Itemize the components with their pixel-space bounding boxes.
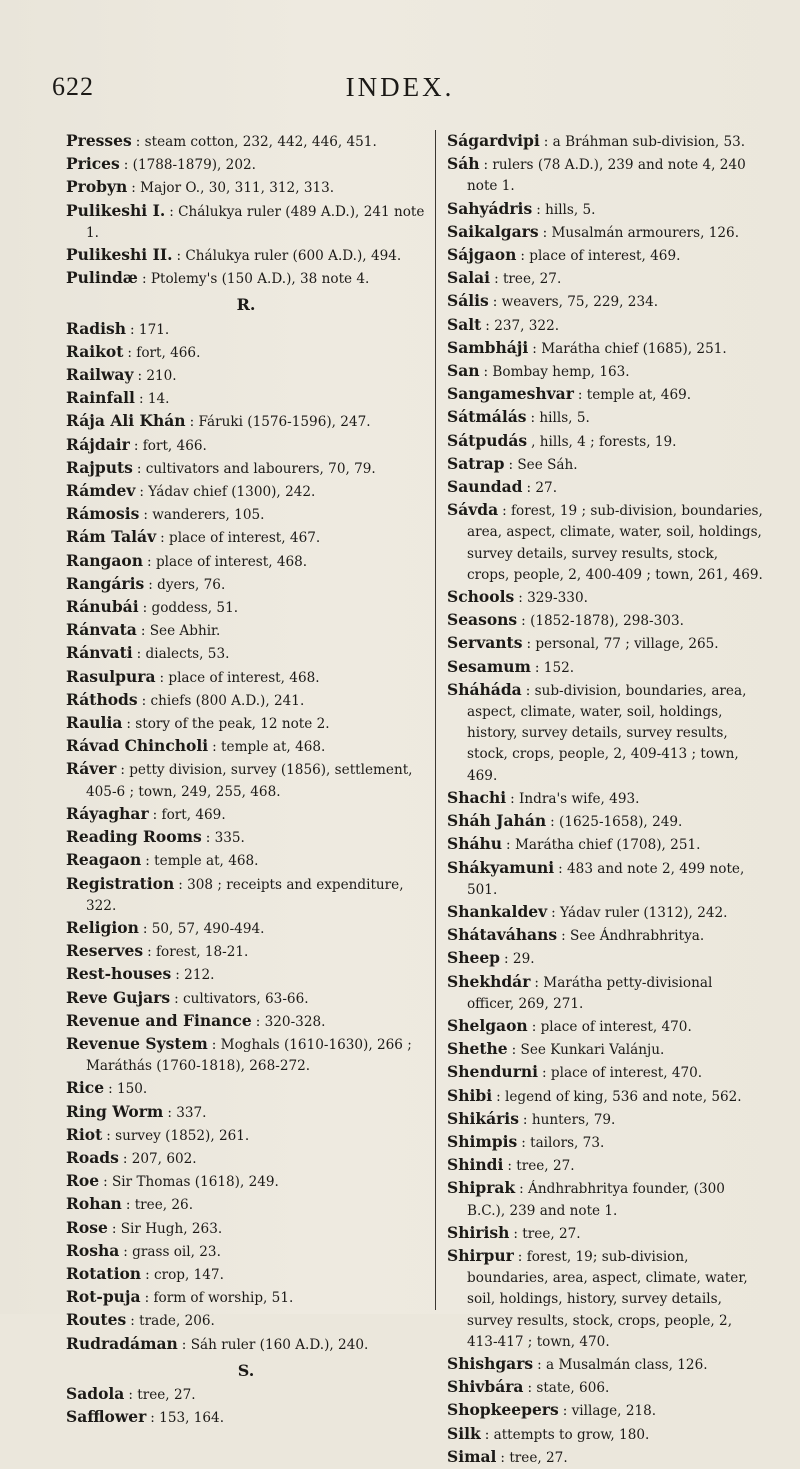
index-references: : (1625-1658), 249. bbox=[550, 814, 683, 831]
index-headword: Shivbára bbox=[447, 1377, 524, 1397]
index-entry bbox=[447, 430, 763, 453]
index-entry bbox=[66, 1193, 426, 1216]
index-entry bbox=[447, 383, 763, 406]
index-headword: Rajputs bbox=[66, 457, 133, 477]
index-headword: Probyn bbox=[66, 177, 128, 197]
index-entry bbox=[66, 1406, 426, 1429]
index-headword: Sátmálás bbox=[447, 407, 527, 427]
index-entry bbox=[447, 1399, 763, 1422]
running-head: INDEX. bbox=[345, 72, 455, 102]
index-headword: Rámdev bbox=[66, 481, 136, 501]
index-headword: Reagaon bbox=[66, 850, 142, 870]
index-headword: Raulia bbox=[66, 713, 123, 733]
index-entry bbox=[447, 1038, 763, 1061]
index-entry bbox=[66, 526, 426, 549]
index-references: : tree, 27. bbox=[513, 1225, 581, 1242]
index-references: : hills, 5. bbox=[530, 410, 590, 427]
index-headword: Routes bbox=[66, 1310, 127, 1330]
index-headword: Seasons bbox=[447, 610, 518, 630]
index-headword: Rangáris bbox=[66, 573, 145, 593]
index-entry bbox=[447, 1131, 763, 1154]
index-references: : 27. bbox=[526, 480, 558, 497]
index-entry bbox=[66, 826, 426, 849]
index-references: : 210. bbox=[137, 368, 177, 385]
index-entry bbox=[66, 735, 426, 758]
index-entry bbox=[447, 810, 763, 833]
index-headword: Riot bbox=[66, 1124, 103, 1144]
index-entry bbox=[66, 712, 426, 735]
index-entry bbox=[66, 434, 426, 457]
index-headword: Salt bbox=[447, 314, 482, 334]
index-references: : (1852-1878), 298-303. bbox=[521, 613, 684, 630]
index-entry bbox=[66, 153, 426, 176]
index-entry bbox=[66, 803, 426, 826]
index-entry bbox=[447, 857, 763, 901]
index-references: : 152. bbox=[534, 659, 575, 676]
section-letter: S. bbox=[237, 1360, 255, 1380]
index-references: : 483 and note 2, 499 note, 501. bbox=[467, 860, 745, 898]
index-references: : Sir Thomas (1618), 249. bbox=[103, 1174, 279, 1191]
index-references: : Sáh ruler (160 A.D.), 240. bbox=[181, 1336, 369, 1353]
index-headword: Presses bbox=[66, 131, 132, 150]
index-entry bbox=[66, 963, 426, 986]
index-headword: Rotation bbox=[66, 1263, 142, 1283]
index-headword: Revenue System bbox=[66, 1033, 208, 1053]
index-references: : place of interest, 470. bbox=[542, 1065, 703, 1082]
index-headword: Rudradáman bbox=[66, 1333, 178, 1353]
index-headword: Reve Gujars bbox=[66, 987, 171, 1007]
index-references: : 337. bbox=[167, 1104, 207, 1121]
index-entry bbox=[447, 221, 763, 244]
index-headword: Rot-puja bbox=[66, 1287, 141, 1307]
index-references: : cultivators, 63-66. bbox=[174, 990, 309, 1007]
index-entry bbox=[66, 596, 426, 619]
index-references: : hunters, 79. bbox=[522, 1111, 616, 1128]
index-headword: Shirish bbox=[447, 1222, 510, 1242]
index-references: : legend of king, 536 and note, 562. bbox=[496, 1088, 742, 1105]
index-references: : 153, 164. bbox=[150, 1410, 225, 1427]
index-entry bbox=[66, 940, 426, 963]
index-references: : tree, 27. bbox=[507, 1158, 575, 1175]
index-headword: Simal bbox=[447, 1446, 497, 1466]
index-references: : 50, 57, 490-494. bbox=[142, 920, 265, 937]
index-entry bbox=[447, 1154, 763, 1177]
index-entry bbox=[447, 656, 763, 679]
index-references: : tree, 27. bbox=[500, 1449, 568, 1466]
index-references: : Yádav ruler (1312), 242. bbox=[551, 904, 728, 921]
index-references: : See Sáh. bbox=[508, 456, 578, 473]
index-references: : attempts to grow, 180. bbox=[484, 1426, 650, 1443]
index-references: : Indra's wife, 493. bbox=[510, 790, 640, 807]
index-headword: San bbox=[447, 361, 480, 381]
index-entry bbox=[447, 406, 763, 429]
index-references: : (1788-1879), 202. bbox=[123, 157, 256, 174]
index-headword: Schools bbox=[447, 587, 515, 607]
index-references: : Ándhrabhritya founder, (300 B.C.), 239 and note 1. bbox=[467, 1181, 725, 1219]
index-references: , hills, 4 ; forests, 19. bbox=[531, 433, 677, 450]
index-references: : 29. bbox=[504, 951, 535, 968]
index-references: : 308 ; receipts and expenditure, 322. bbox=[86, 876, 404, 914]
index-references: : Sir Hugh, 263. bbox=[111, 1220, 223, 1237]
index-references: : 212. bbox=[175, 967, 215, 984]
index-entry bbox=[447, 267, 763, 290]
index-headword: Servants bbox=[447, 633, 523, 653]
index-references: : form of worship, 51. bbox=[144, 1290, 294, 1307]
index-headword: Silk bbox=[447, 1423, 481, 1443]
index-headword: Rest-houses bbox=[66, 964, 172, 984]
index-entry bbox=[447, 1245, 763, 1353]
index-headword: Railway bbox=[66, 365, 134, 385]
index-references: : place of interest, 470. bbox=[531, 1018, 692, 1035]
index-entry bbox=[447, 244, 763, 267]
index-entry bbox=[447, 632, 763, 655]
index-entry bbox=[66, 387, 426, 410]
index-headword: Saundad bbox=[447, 477, 523, 497]
index-entry bbox=[66, 457, 426, 480]
index-entry bbox=[66, 987, 426, 1010]
index-headword: Reading Rooms bbox=[66, 827, 202, 847]
index-references: : petty division, survey (1856), settlement, 405-6 ; town, 249, 255, 468. bbox=[86, 762, 413, 800]
index-headword: Shekhdár bbox=[447, 971, 531, 991]
index-headword: Rávad Chincholi bbox=[66, 736, 209, 756]
index-references: : Marátha chief (1708), 251. bbox=[506, 837, 701, 854]
index-references: : cultivators and labourers, 70, 79. bbox=[136, 460, 376, 477]
index-entry bbox=[66, 1333, 426, 1356]
index-entry bbox=[66, 1147, 426, 1170]
index-headword: Shikáris bbox=[447, 1108, 519, 1128]
index-entry bbox=[66, 1383, 426, 1406]
index-references: : Major O., 30, 311, 312, 313. bbox=[131, 180, 335, 197]
index-references: : dialects, 53. bbox=[136, 646, 230, 663]
index-headword: Shachi bbox=[447, 787, 507, 807]
index-entry bbox=[66, 758, 426, 802]
index-headword: Rámosis bbox=[66, 504, 140, 524]
index-entry bbox=[66, 1101, 426, 1124]
index-references: : Chálukya ruler (600 A.D.), 494. bbox=[176, 248, 402, 265]
index-references: : 329-330. bbox=[518, 590, 588, 607]
index-entry bbox=[447, 337, 763, 360]
index-entry bbox=[447, 290, 763, 313]
section-letter: R. bbox=[236, 295, 256, 315]
index-entry bbox=[447, 924, 763, 947]
index-headword: Rainfall bbox=[66, 388, 135, 408]
index-entry bbox=[447, 153, 763, 197]
index-references: : 335. bbox=[205, 830, 245, 847]
index-references: : dyers, 76. bbox=[148, 576, 226, 593]
index-entry bbox=[447, 453, 763, 476]
index-entry bbox=[66, 410, 426, 433]
index-headword: Sháhu bbox=[447, 834, 503, 854]
index-references: : See Ándhrabhritya. bbox=[561, 928, 705, 945]
index-entry bbox=[66, 1217, 426, 1240]
index-entry bbox=[66, 244, 426, 267]
index-references: : Chálukya ruler (489 A.D.), 241 note 1. bbox=[86, 203, 425, 241]
index-headword: Ráver bbox=[66, 759, 117, 779]
index-entry bbox=[447, 679, 763, 787]
index-references: : temple at, 468. bbox=[145, 853, 259, 870]
index-references: : hills, 5. bbox=[536, 201, 596, 218]
index-entry bbox=[66, 503, 426, 526]
index-entry bbox=[447, 901, 763, 924]
index-entry bbox=[66, 619, 426, 642]
index-headword: Sesamum bbox=[447, 656, 531, 676]
index-entry bbox=[447, 1423, 763, 1446]
index-entry bbox=[447, 1222, 763, 1245]
index-entry bbox=[447, 198, 763, 221]
index-entry bbox=[66, 130, 426, 153]
index-references: : forest, 19 ; sub-division, boundaries, area, aspect, climate, water, soil, holdings, survey details, survey results, stock, crops, people, 2, 400-409 ; town, 261, 469. bbox=[467, 503, 763, 583]
index-references: : Marátha petty-divisional officer, 269, 271. bbox=[467, 974, 713, 1012]
index-entry bbox=[447, 609, 763, 632]
index-references: : fort, 469. bbox=[152, 806, 226, 823]
index-headword: Rájdair bbox=[66, 434, 130, 454]
index-references: : Yádav chief (1300), 242. bbox=[139, 484, 316, 501]
index-entry bbox=[447, 833, 763, 856]
index-headword: Pulikeshi I. bbox=[66, 200, 166, 220]
index-headword: Shelgaon bbox=[447, 1015, 528, 1035]
index-references: : tailors, 73. bbox=[521, 1134, 605, 1151]
index-headword: Raikot bbox=[66, 341, 124, 361]
index-column-left bbox=[66, 130, 426, 1429]
index-headword: Ránvata bbox=[66, 620, 137, 640]
index-references: : fort, 466. bbox=[133, 437, 207, 454]
index-headword: Rice bbox=[66, 1078, 105, 1098]
index-entry bbox=[66, 917, 426, 940]
index-headword: Sahyádris bbox=[447, 198, 533, 218]
index-references: : 237, 322. bbox=[485, 317, 560, 334]
index-headword: Shishgars bbox=[447, 1353, 534, 1373]
index-entry bbox=[447, 360, 763, 383]
index-entry bbox=[66, 1286, 426, 1309]
index-headword: Rangaon bbox=[66, 550, 144, 570]
index-references: : forest, 19; sub-division, boundaries, area, aspect, climate, water, soil, holdings, history, survey details, survey results, stock, crops, people, 2, 413-417 ; town, 470. bbox=[467, 1248, 748, 1350]
index-entry bbox=[66, 666, 426, 689]
index-headword: Shákyamuni bbox=[447, 857, 555, 877]
index-headword: Rasulpura bbox=[66, 666, 156, 686]
page-number: 622 bbox=[52, 72, 94, 101]
index-entry bbox=[447, 499, 763, 586]
index-references: : survey (1852), 261. bbox=[106, 1127, 250, 1144]
index-references: : chiefs (800 A.D.), 241. bbox=[141, 692, 305, 709]
index-headword: Sális bbox=[447, 291, 489, 311]
index-entry bbox=[447, 1108, 763, 1131]
index-headword: Pulindæ bbox=[66, 268, 138, 288]
index-headword: Sambháji bbox=[447, 337, 529, 357]
index-references: : a Bráhman sub-division, 53. bbox=[543, 134, 746, 150]
index-references: : grass oil, 23. bbox=[123, 1243, 221, 1260]
index-headword: Saikalgars bbox=[447, 221, 539, 241]
index-headword: Sangameshvar bbox=[447, 384, 574, 404]
index-references: : trade, 206. bbox=[130, 1313, 215, 1330]
index-entry bbox=[66, 341, 426, 364]
index-headword: Registration bbox=[66, 873, 175, 893]
index-headword: Shibi bbox=[447, 1085, 493, 1105]
index-headword: Sháh Jahán bbox=[447, 811, 547, 831]
index-headword: Satrap bbox=[447, 453, 505, 473]
index-column-right bbox=[447, 130, 763, 1469]
index-entry bbox=[447, 1376, 763, 1399]
index-references: : a Musalmán class, 126. bbox=[537, 1356, 708, 1373]
index-references: : crop, 147. bbox=[145, 1266, 224, 1283]
index-headword: Sájgaon bbox=[447, 245, 517, 265]
index-headword: Ránvati bbox=[66, 643, 133, 663]
index-references: : 150. bbox=[108, 1081, 148, 1098]
index-references: : temple at, 469. bbox=[577, 387, 692, 404]
index-references: : state, 606. bbox=[527, 1380, 610, 1397]
index-references: : tree, 26. bbox=[125, 1197, 194, 1214]
index-headword: Roe bbox=[66, 1171, 100, 1191]
index-headword: Ring Worm bbox=[66, 1101, 164, 1121]
index-references: : story of the peak, 12 note 2. bbox=[126, 716, 330, 733]
index-entry bbox=[66, 1309, 426, 1332]
index-headword: Safflower bbox=[66, 1407, 147, 1427]
index-headword: Shendurni bbox=[447, 1062, 539, 1082]
index-references: : 14. bbox=[138, 391, 170, 408]
index-entry bbox=[447, 1446, 763, 1469]
index-headword: Ráthods bbox=[66, 689, 138, 709]
index-references: : sub-division, boundaries, area, aspect, climate, water, soil, holdings, history, survey details, survey results, stock, crops, people, 2, 409-413 ; town, 469. bbox=[467, 682, 747, 784]
index-entry bbox=[447, 1177, 763, 1221]
index-entry bbox=[66, 364, 426, 387]
index-headword: Shirpur bbox=[447, 1245, 514, 1265]
index-references: : rulers (78 A.D.), 239 and note 4, 240 note 1. bbox=[467, 157, 746, 195]
index-entry bbox=[447, 1061, 763, 1084]
index-entry bbox=[66, 573, 426, 596]
index-headword: Shátaváhans bbox=[447, 925, 558, 945]
index-references: : place of interest, 468. bbox=[147, 553, 308, 570]
column-divider bbox=[435, 130, 436, 1310]
index-headword: Reserves bbox=[66, 941, 144, 961]
index-entry bbox=[447, 314, 763, 337]
index-entry bbox=[66, 873, 426, 917]
index-entry bbox=[447, 1015, 763, 1038]
index-headword: Salai bbox=[447, 268, 491, 288]
index-references: : goddess, 51. bbox=[142, 600, 239, 617]
index-references: : place of interest, 468. bbox=[159, 669, 320, 686]
index-entry bbox=[66, 1033, 426, 1077]
index-references: : temple at, 468. bbox=[212, 739, 326, 756]
index-entry bbox=[66, 689, 426, 712]
index-headword: Ságardvipi bbox=[447, 131, 540, 150]
index-entry bbox=[447, 1353, 763, 1376]
index-references: : 207, 602. bbox=[122, 1150, 197, 1167]
index-headword: Ránubái bbox=[66, 597, 139, 617]
index-entry bbox=[447, 947, 763, 970]
index-entry bbox=[66, 849, 426, 872]
index-headword: Shankaldev bbox=[447, 901, 548, 921]
index-headword: Ráyaghar bbox=[66, 803, 149, 823]
index-headword: Rám Taláv bbox=[66, 527, 157, 547]
index-references: : Moghals (1610-1630), 266 ; Maráthás (1760-1818), 268-272. bbox=[86, 1036, 412, 1075]
index-references: : steam cotton, 232, 442, 446, 451. bbox=[135, 134, 377, 150]
index-references: : weavers, 75, 229, 234. bbox=[492, 294, 659, 311]
index-headword: Religion bbox=[66, 917, 139, 937]
index-references: : tree, 27. bbox=[494, 271, 562, 288]
index-entry bbox=[66, 176, 426, 199]
index-headword: Radish bbox=[66, 318, 127, 338]
index-headword: Sátpudás bbox=[447, 430, 528, 450]
index-headword: Rosha bbox=[66, 1240, 120, 1260]
index-entry bbox=[66, 267, 426, 290]
index-entry bbox=[447, 586, 763, 609]
index-headword: Sávda bbox=[447, 500, 499, 520]
index-entry bbox=[66, 200, 426, 244]
index-headword: Rája Ali Khán bbox=[66, 411, 186, 431]
index-references: : village, 218. bbox=[562, 1403, 657, 1420]
index-entry bbox=[66, 642, 426, 665]
index-entry bbox=[66, 1170, 426, 1193]
index-references: : Ptolemy's (150 A.D.), 38 note 4. bbox=[141, 271, 370, 288]
index-references: : Bombay hemp, 163. bbox=[483, 364, 630, 381]
index-entry bbox=[66, 1010, 426, 1033]
index-references: : See Abhir. bbox=[140, 623, 221, 640]
index-headword: Sheep bbox=[447, 948, 501, 968]
index-references: : wanderers, 105. bbox=[143, 507, 265, 524]
index-entry bbox=[66, 1240, 426, 1263]
index-headword: Shiprak bbox=[447, 1178, 516, 1198]
index-headword: Shindi bbox=[447, 1155, 504, 1175]
index-headword: Prices bbox=[66, 154, 120, 174]
index-entry bbox=[447, 971, 763, 1015]
index-headword: Sadola bbox=[66, 1383, 125, 1403]
index-headword: Roads bbox=[66, 1147, 119, 1167]
index-entry bbox=[66, 1077, 426, 1100]
index-entry bbox=[447, 476, 763, 499]
index-headword: Shethe bbox=[447, 1039, 508, 1059]
index-headword: Sáh bbox=[447, 154, 480, 174]
index-references: : place of interest, 469. bbox=[520, 248, 681, 265]
index-headword: Revenue and Finance bbox=[66, 1010, 252, 1030]
index-references: : Marátha chief (1685), 251. bbox=[532, 340, 727, 357]
index-references: : place of interest, 467. bbox=[160, 530, 321, 547]
index-entry bbox=[447, 130, 763, 153]
index-references: : 320-328. bbox=[255, 1013, 326, 1030]
index-entry bbox=[66, 1124, 426, 1147]
index-headword: Pulikeshi II. bbox=[66, 245, 173, 265]
index-headword: Shimpis bbox=[447, 1131, 518, 1151]
index-references: : Musalmán armourers, 126. bbox=[542, 224, 740, 241]
index-references: : tree, 27. bbox=[128, 1386, 196, 1403]
index-references: : 171. bbox=[130, 321, 170, 338]
index-entry bbox=[447, 787, 763, 810]
index-entry bbox=[66, 480, 426, 503]
index-references: : Fáruki (1576-1596), 247. bbox=[189, 414, 371, 431]
index-headword: Sháháda bbox=[447, 679, 522, 699]
index-references: : fort, 466. bbox=[127, 344, 201, 361]
index-headword: Rose bbox=[66, 1217, 108, 1237]
index-entry bbox=[447, 1085, 763, 1108]
index-references: : See Kunkari Valánju. bbox=[511, 1042, 665, 1059]
index-entry bbox=[66, 550, 426, 573]
index-entry bbox=[66, 1263, 426, 1286]
index-entry bbox=[66, 318, 426, 341]
index-references: : forest, 18-21. bbox=[147, 944, 249, 961]
page-header bbox=[0, 72, 800, 112]
index-headword: Shopkeepers bbox=[447, 1400, 559, 1420]
index-references: : personal, 77 ; village, 265. bbox=[526, 636, 719, 653]
index-headword: Rohan bbox=[66, 1194, 122, 1214]
